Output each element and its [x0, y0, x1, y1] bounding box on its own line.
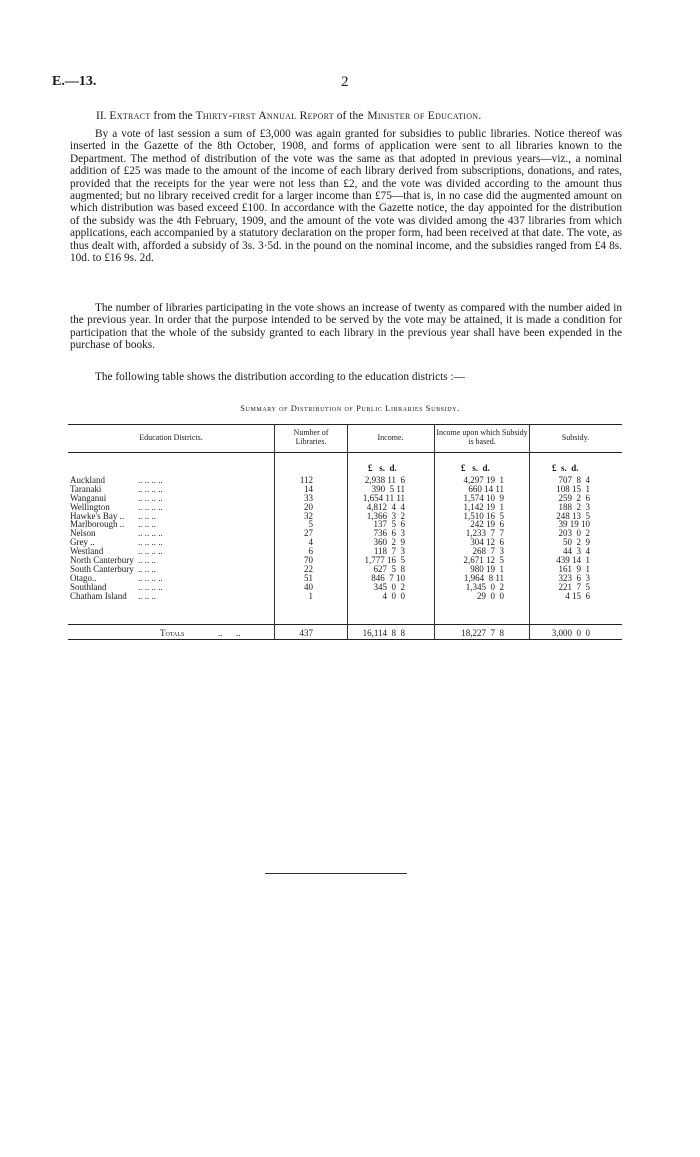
district-name: Wellington: [70, 501, 110, 512]
base-income-value: 1,574 10 9: [463, 492, 504, 503]
page-header: [52, 74, 652, 94]
leader-dots: .. .. .. ..: [138, 475, 163, 485]
income-units: £ s. d.: [368, 463, 397, 473]
section-period: .: [478, 110, 482, 122]
leader-dots: .. .. ..: [138, 590, 156, 601]
base-income-value: 268 7 3: [472, 546, 504, 557]
closing-rule: [265, 873, 407, 874]
district-name: North Canterbury: [70, 555, 134, 566]
income-value: 1,366 3 2: [366, 510, 405, 521]
income-value: 627 5 8: [373, 563, 405, 574]
leader-dots: .. .. ..: [138, 563, 156, 574]
base-income-value: 1,345 0 2: [465, 581, 504, 592]
base-income-value: 4,297 19 1: [463, 475, 504, 485]
table-totals-row: [68, 628, 622, 640]
subsidy-units: £ s. d.: [552, 463, 579, 473]
district-name: Chatham Island: [70, 590, 127, 601]
income-value: 360 2 9: [373, 537, 405, 548]
base-income-value: 980 19 1: [470, 563, 504, 574]
library-count: 14: [304, 483, 313, 494]
column-header-district: Education Districts.: [139, 433, 203, 442]
leader-dots: .. .. .. ..: [138, 492, 163, 503]
leader-dots: .. .. ..: [138, 510, 156, 521]
subsidy-table: [68, 424, 622, 659]
income-value: 846 7 10: [371, 572, 405, 583]
subsidy-value: 39 19 10: [558, 519, 590, 530]
library-count: 33: [304, 492, 313, 503]
library-count: 4: [308, 537, 313, 548]
table-top-rule: [68, 424, 622, 425]
library-count: 5: [308, 519, 313, 530]
district-name: Grey ..: [70, 537, 95, 548]
column-header-income: Income.: [377, 433, 404, 442]
subsidy-value: 50 2 9: [563, 537, 590, 548]
table-totals-rule: [68, 624, 622, 625]
table-row: [68, 592, 622, 601]
table-title: Summary of Distribution of Public Libraries Subsidy.: [240, 403, 460, 413]
district-name: Wanganui: [70, 492, 107, 503]
library-count: 27: [304, 528, 313, 539]
table-header-rule: [68, 452, 622, 453]
library-count: 22: [304, 563, 313, 574]
base-units: £ s. d.: [461, 463, 490, 473]
district-name: Auckland: [70, 475, 105, 485]
subsidy-value: 259 2 6: [558, 492, 590, 503]
base-income-value: 1,964 8 11: [463, 572, 504, 583]
page-reference: E.—13.: [52, 74, 97, 89]
subsidy-value: 4 15 6: [565, 590, 590, 601]
leader-dots: .. .. .. ..: [138, 546, 163, 557]
district-name: Otago..: [70, 572, 97, 583]
base-income-value: 2,671 12 5: [463, 555, 504, 566]
totals-income: 16,114 8 8: [362, 628, 405, 638]
leader-dots: .. .. ..: [138, 555, 156, 566]
library-count: 32: [304, 510, 313, 521]
paragraph-libraries-increase: The number of libraries participating in the vote shows an increase of twenty as compared with the number aided in the previous year. In order that the purpose intended to be served by the vote may be attained, it is made a condition for participation that the whole of the subsidy granted to each library in the previous year shall have been expended in the purchase of books.: [70, 302, 622, 352]
district-name: Southland: [70, 581, 107, 592]
subsidy-value: 221 7 5: [558, 581, 590, 592]
district-name: South Canterbury: [70, 563, 134, 574]
totals-number: 437: [299, 628, 313, 638]
section-extract-label: Extract: [109, 110, 151, 122]
income-value: 1,654 11 11: [362, 492, 405, 503]
leader-dots: .. .. .. ..: [138, 581, 163, 592]
base-income-value: 1,510 16 5: [463, 510, 504, 521]
subsidy-value: 439 14 1: [556, 555, 590, 566]
district-name: Marlborough ..: [70, 519, 125, 530]
income-value: 736 6 3: [373, 528, 405, 539]
section-numeral: II.: [96, 110, 107, 122]
income-value: 390 5 11: [371, 483, 405, 494]
subsidy-value: 203 0 2: [558, 528, 590, 539]
income-value: 2,938 11 6: [364, 475, 405, 485]
paragraph-table-intro: The following table shows the distribution according to the education districts :—: [95, 371, 465, 383]
base-income-value: 242 19 6: [470, 519, 504, 530]
totals-label: Totals: [160, 628, 185, 638]
column-header-subsidy: Subsidy.: [561, 433, 590, 442]
leader-dots: .. .. ..: [138, 519, 156, 530]
library-count: 6: [308, 546, 313, 557]
subsidy-value: 323 6 3: [558, 572, 590, 583]
leader-dots: .. .. .. ..: [138, 537, 163, 548]
subsidy-value: 188 2 3: [558, 501, 590, 512]
paragraph-subsidy-vote: By a vote of last session a sum of £3,000 was again granted for subsidies to public libraries. Notice thereof was inserted in the Gazette of the 8th October, 1908, and forms of application were sent to all libraries known to the Department. The method of distribution of the vote was the same as that adopted in previous years—viz., a nominal addition of £25 was made to the amount of the income of each library derived from subscriptions, donations, and rates, provided that the receipts for the year were not less than £2, and the vote was divided according to the amount thus augmented; but no library received credit for a larger income than £75—that is, in no case did the augmented amount on which distribution was based exceed £100. In accordance with the Gazette notice, the day appointed for the distribution of the subsidy was the 4th February, 1909, and the amount of the vote was divided among the 437 libraries from which applications, each accompanied by a statutory declaration on the proper form, had been received at that date. The vote, as thus dealt with, afforded a subsidy of 3s. 3·5d. in the pound on the nominal income, and the subsidies ranged from £4 8s. 10d. to £16 9s. 2d.: [70, 128, 622, 265]
section-report-name: Thirty-first Annual Report: [195, 110, 334, 122]
totals-subsidy: 3,000 0 0: [551, 628, 590, 638]
base-income-value: 1,142 19 1: [463, 501, 504, 512]
district-name: Taranaki: [70, 483, 102, 494]
column-header-number: Number of Libraries.: [293, 428, 329, 446]
totals-leader-dots: .. ..: [218, 628, 241, 638]
income-value: 4 0 0: [382, 590, 405, 601]
library-count: 20: [304, 501, 313, 512]
district-name: Hawke's Bay ..: [70, 510, 125, 521]
table-body: [68, 476, 622, 600]
leader-dots: .. .. .. ..: [138, 528, 163, 539]
income-value: 118 7 3: [373, 546, 405, 557]
district-name: Westland: [70, 546, 104, 557]
subsidy-value: 44 3 4: [563, 546, 590, 557]
subsidy-value: 161 9 1: [558, 563, 590, 574]
income-value: 345 0 2: [373, 581, 405, 592]
page-number: 2: [341, 74, 349, 90]
income-value: 1,777 16 5: [364, 555, 405, 566]
subsidy-value: 248 13 5: [556, 510, 590, 521]
income-value: 137 5 6: [373, 519, 405, 530]
subsidy-value: 108 15 1: [556, 483, 590, 494]
income-value: 4,812 4 4: [366, 501, 405, 512]
subsidy-value: 707 8 4: [558, 475, 590, 485]
district-name: Nelson: [70, 528, 96, 539]
column-header-base: Income upon which Subsidy is based.: [436, 428, 528, 446]
library-count: 51: [304, 572, 313, 583]
library-count: 40: [304, 581, 313, 592]
leader-dots: .. .. .. ..: [138, 483, 163, 494]
base-income-value: 1,233 7 7: [465, 528, 504, 539]
leader-dots: .. .. .. ..: [138, 501, 163, 512]
library-count: 1: [308, 590, 313, 601]
section-connector-2: of the: [336, 110, 364, 122]
section-minister: Minister of Education: [367, 110, 479, 122]
base-income-value: 660 14 11: [468, 483, 504, 494]
base-income-value: 304 12 6: [470, 537, 504, 548]
section-title: [96, 110, 481, 122]
totals-base: 18,227 7 8: [461, 628, 504, 638]
leader-dots: .. .. .. ..: [138, 572, 163, 583]
library-count: 70: [304, 555, 313, 566]
library-count: 112: [299, 475, 313, 485]
base-income-value: 29 0 0: [477, 590, 504, 601]
section-connector-1: from the: [153, 110, 193, 122]
